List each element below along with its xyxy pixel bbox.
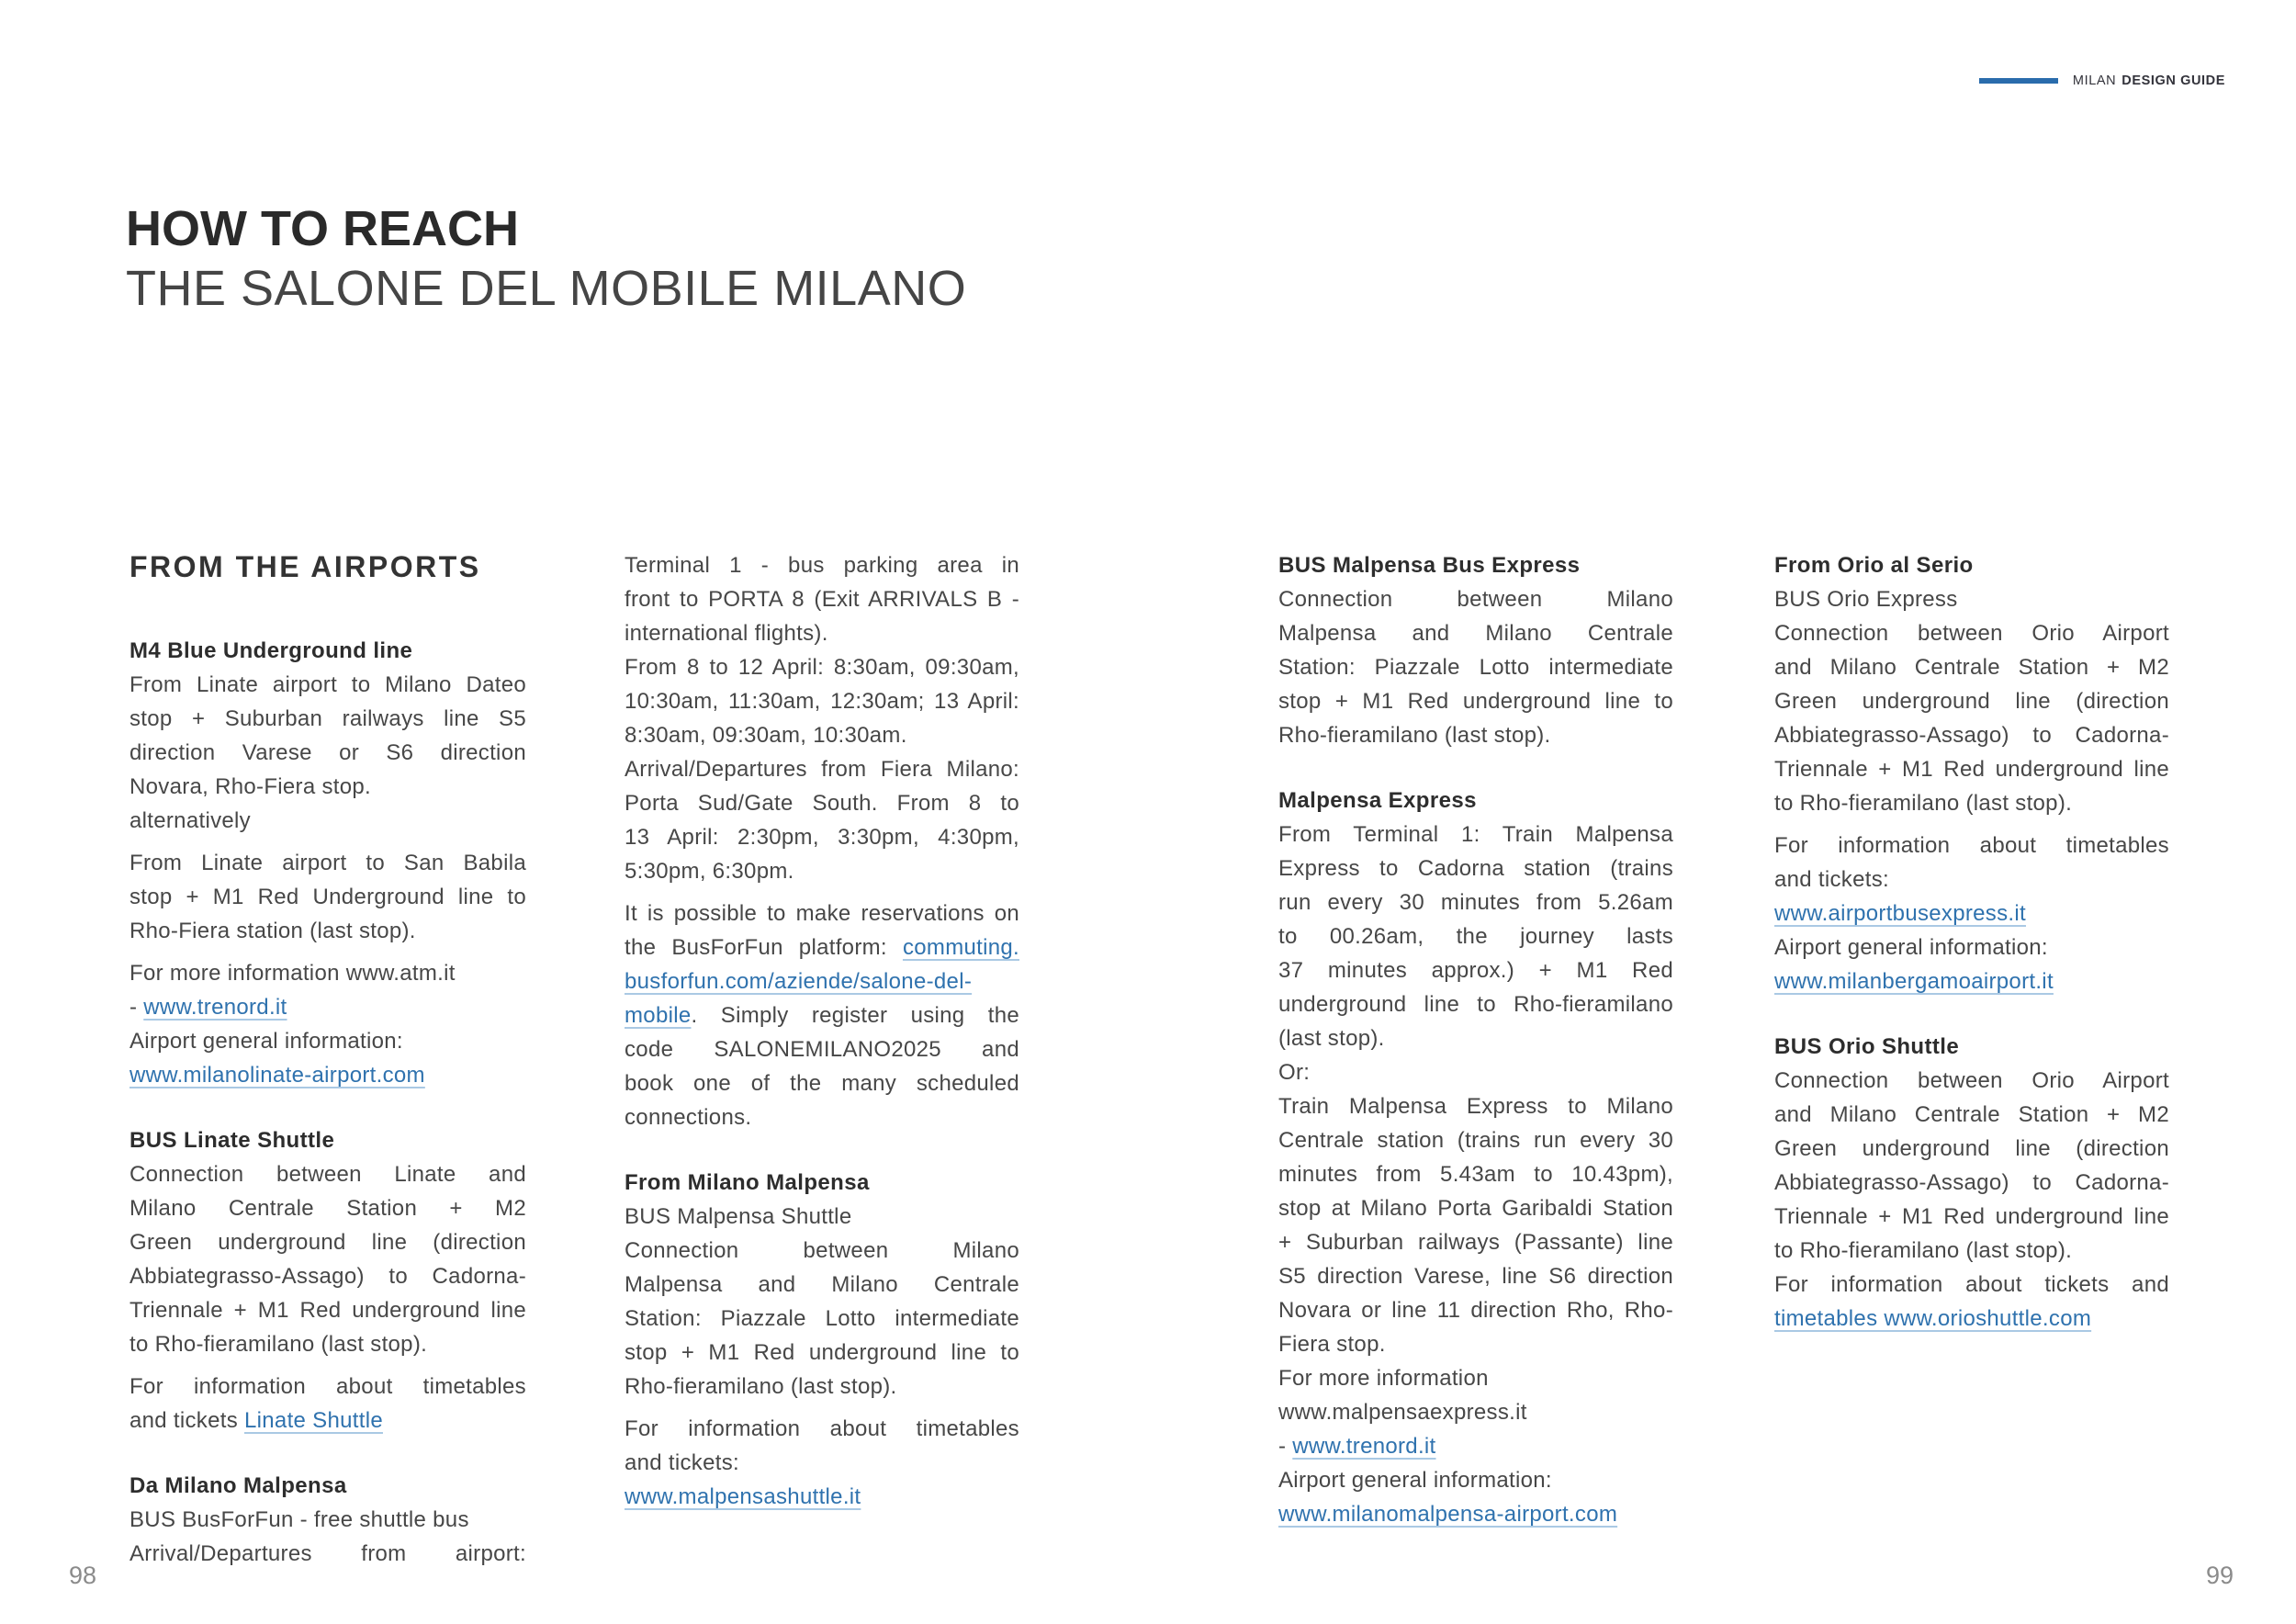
text-line [129,846,526,880]
text-segment: to Rho-fieramilano (last stop). [1774,1238,2073,1263]
text-line [129,668,526,702]
text-segment: For information about timetables [625,1416,1019,1441]
text-segment: www.malpensaexpress.it [1278,1400,1527,1425]
text-line [129,804,526,838]
text-line [1774,1098,2169,1132]
text-segment: BUS Malpensa Shuttle [625,1204,852,1229]
text-segment: For information about tickets and [1774,1272,2169,1297]
text-segment: and Milano Centrale Station + M2 [1774,1102,2169,1127]
text-line [1278,1021,1673,1055]
text-line [1278,953,1673,987]
text-segment: the BusForFun platform: [625,935,903,960]
text-line [129,736,526,770]
spacer [625,1404,1019,1412]
subheading-line [129,634,526,668]
text-line [129,1191,526,1225]
text-line [625,1412,1019,1446]
text-segment: Station: Piazzale Lotto intermediate [1278,655,1673,680]
text-line [625,650,1019,684]
text-line [1278,650,1673,684]
text-line [1278,1293,1673,1327]
text-segment: alternatively [129,808,251,833]
text-segment: 8:30am, 09:30am, 10:30am. [625,723,907,748]
text-segment: From 8 to 12 April: 8:30am, 09:30am, [625,655,1019,680]
text-line [625,786,1019,820]
text-segment: Triennale + M1 Red underground line [1774,757,2169,782]
text-segment: Connection between Linate and [129,1162,526,1187]
text-segment: For information about timetables [129,1374,526,1399]
text-segment: Centrale station (trains run every 30 [1278,1128,1673,1153]
column-3 [1278,548,1673,1531]
text-line [129,956,526,990]
text-line [129,1157,526,1191]
text-line [625,1066,1019,1100]
text-line [1774,616,2169,650]
text-line [1774,863,2169,897]
page-title-line1: HOW TO REACH [126,201,519,256]
text-line [129,1327,526,1361]
text-line [1278,919,1673,953]
text-segment: - [129,995,144,1020]
text-line [129,770,526,804]
subheading-line [1774,548,2169,582]
text-line [625,582,1019,616]
text-line [1278,1259,1673,1293]
spacer [129,838,526,846]
text-segment: (last stop). [1278,1026,1385,1051]
subheading-line [1278,784,1673,818]
text-segment: Novara, Rho-Fiera stop. [129,774,372,799]
spacer [625,888,1019,897]
subheading-text: BUS Malpensa Bus Express [1278,553,1581,578]
text-segment: and tickets: [1774,867,1889,892]
subheading-text: From Orio al Serio [1774,553,1974,578]
text-segment: direction Varese or S6 direction [129,740,526,765]
subheading-text: BUS Linate Shuttle [129,1128,335,1153]
spacer [129,1361,526,1370]
text-line [129,1293,526,1327]
text-segment: Green underground line (direction [129,1230,526,1255]
text-line [625,1370,1019,1404]
text-segment: Connection between Milano [625,1238,1019,1263]
text-segment: 10:30am, 11:30am, 12:30am; 13 April: [625,689,1019,714]
text-line [625,1268,1019,1302]
text-line [625,1336,1019,1370]
page-title-line2: THE SALONE DEL MOBILE MILANO [126,261,967,316]
text-line [625,718,1019,752]
text-segment: S5 direction Varese, line S6 direction [1278,1264,1673,1289]
text-line [625,752,1019,786]
subheading-line [1774,1030,2169,1064]
text-line [625,1446,1019,1480]
text-line [625,1480,1019,1514]
text-line [1278,616,1673,650]
text-line [1774,1200,2169,1234]
text-segment: stop at Milano Porta Garibaldi Station [1278,1196,1673,1221]
text-segment: stop + M1 Red underground line to [1278,689,1673,714]
text-line [1774,1302,2169,1336]
text-line [625,964,1019,998]
subheading-line [1278,548,1673,582]
text-segment: underground line to Rho-fieramilano [1278,992,1673,1017]
link-www-milanbergamoairport-it[interactable]: www.milanbergamoairport.it [1774,969,2054,994]
text-line [625,930,1019,964]
spacer [129,1092,526,1123]
text-line [625,998,1019,1032]
text-line [1278,885,1673,919]
text-segment: minutes from 5.43am to 10.43pm), [1278,1162,1673,1187]
spacer [625,1134,1019,1166]
text-segment: Fiera stop. [1278,1332,1386,1357]
spacer [1774,820,2169,829]
text-segment: Connection between Milano [1278,587,1673,612]
text-segment: Arrival/Departures from Fiera Milano: [625,757,1019,782]
text-segment: Triennale + M1 Red underground line [1774,1204,2169,1229]
text-segment: Airport general information: [129,1029,403,1054]
text-line [1278,1157,1673,1191]
text-segment: It is possible to make reservations on [625,901,1019,926]
text-segment: to Rho-fieramilano (last stop). [129,1332,428,1357]
text-line [1278,818,1673,851]
text-line [1774,1234,2169,1268]
text-line [1278,1497,1673,1531]
text-segment: to Rho-fieramilano (last stop). [1774,791,2073,816]
text-segment: Express to Cadorna station (trains [1278,856,1673,881]
text-segment: Connection between Orio Airport [1774,1068,2169,1093]
subheading-text: Malpensa Express [1278,788,1477,813]
text-line [1278,987,1673,1021]
subheading-text: M4 Blue Underground line [129,638,413,663]
text-segment: international flights). [625,621,828,646]
text-segment: Malpensa and Milano Centrale [625,1272,1019,1297]
text-line [129,702,526,736]
text-segment: Malpensa and Milano Centrale [1278,621,1673,646]
subheading-text: From Milano Malpensa [625,1170,870,1195]
text-segment: front to PORTA 8 (Exit ARRIVALS B - [625,587,1019,612]
spacer [129,1438,526,1469]
subheading-line [625,1166,1019,1200]
text-segment: Abbiategrasso-Assago) to Cadorna- [1774,1170,2169,1195]
text-segment: 37 minutes approx.) + M1 Red [1278,958,1673,983]
text-line [1278,684,1673,718]
text-line [129,1225,526,1259]
section-heading: FROM THE AIRPORTS [129,550,481,583]
text-segment: BUS BusForFun - free shuttle bus [129,1507,469,1532]
text-line [625,1200,1019,1234]
page-number-left: 98 [69,1562,97,1589]
text-line [129,1259,526,1293]
text-segment: and Milano Centrale Station + M2 [1774,655,2169,680]
text-segment: Abbiategrasso-Assago) to Cadorna- [1774,723,2169,748]
text-segment: Rho-fieramilano (last stop). [625,1374,897,1399]
text-line [1278,1327,1673,1361]
text-segment: For more information www.atm.it [129,961,456,986]
text-line [129,914,526,948]
text-line [1774,1268,2169,1302]
text-segment: run every 30 minutes from 5.26am [1278,890,1673,915]
column-4 [1774,548,2169,1336]
spacer [129,948,526,956]
link-timetables-www-orioshuttle-com[interactable]: timetables www.orioshuttle.com [1774,1306,2092,1331]
text-line [1278,582,1673,616]
text-segment: Triennale + M1 Red underground line [129,1298,526,1323]
text-line [1774,1064,2169,1098]
text-segment: BUS Orio Express [1774,587,1958,612]
text-segment: From Terminal 1: Train Malpensa [1278,822,1673,847]
text-line [129,1024,526,1058]
subheading-text: Da Milano Malpensa [129,1473,347,1498]
text-line [625,897,1019,930]
text-line [625,1100,1019,1134]
text-segment: 5:30pm, 6:30pm. [625,859,794,884]
text-segment: and tickets [129,1408,244,1433]
spacer [1774,998,2169,1030]
text-line [625,1234,1019,1268]
spacer [1278,752,1673,784]
text-line [1278,1089,1673,1123]
link-www-malpensashuttle-it[interactable]: www.malpensashuttle.it [625,1484,861,1509]
text-segment: Porta Sud/Gate South. From 8 to [625,791,1019,816]
brand-prefix: MILAN [2072,73,2117,88]
text-segment: code SALONEMILANO2025 and [625,1037,1019,1062]
subheading-text: BUS Orio Shuttle [1774,1034,1960,1059]
link-www-trenord-it[interactable]: www.trenord.it [143,995,287,1020]
link-commuting[interactable]: commuting. [902,935,1019,960]
text-segment: Arrival/Departures from airport: [129,1541,526,1566]
text-line [1774,650,2169,684]
text-segment: stop + M1 Red Underground line to [129,885,526,909]
text-segment: Green underground line (direction [1774,689,2169,714]
text-line [129,1503,526,1537]
text-segment: connections. [625,1105,752,1130]
text-segment: Green underground line (direction [1774,1136,2169,1161]
text-line [1774,684,2169,718]
text-segment: For information about timetables [1774,833,2169,858]
text-line [625,820,1019,854]
column-2 [625,548,1019,1514]
text-segment: Station: Piazzale Lotto intermediate [625,1306,1019,1331]
page-number-right: 99 [2205,1562,2234,1589]
text-line [1774,964,2169,998]
link-www-milanolinate-airport-com[interactable]: www.milanolinate-airport.com [129,1063,425,1088]
text-segment: Airport general information: [1774,935,2048,960]
text-line [625,548,1019,582]
text-line [1774,718,2169,752]
text-segment: Connection between Orio Airport [1774,621,2169,646]
text-line [129,1404,526,1438]
text-line [1774,1166,2169,1200]
text-segment: Rho-fieramilano (last stop). [1278,723,1551,748]
text-line [1774,829,2169,863]
text-line [1278,718,1673,752]
text-segment: Terminal 1 - bus parking area in [625,553,1019,578]
text-line [1278,1463,1673,1497]
text-segment: Rho-Fiera station (last stop). [129,919,416,943]
text-line [129,880,526,914]
text-line [129,1058,526,1092]
text-segment: Abbiategrasso-Assago) to Cadorna- [129,1264,526,1289]
brand-accent-line [1979,78,2058,84]
text-segment: Or: [1278,1060,1311,1085]
text-segment: stop + M1 Red underground line to [625,1340,1019,1365]
text-segment: - [1278,1434,1293,1459]
subheading-line [129,1123,526,1157]
text-segment: From Linate airport to Milano Dateo [129,672,526,697]
link-mobile[interactable]: mobile [625,1003,692,1028]
link-www-airportbusexpress-it[interactable]: www.airportbusexpress.it [1774,901,2026,926]
text-line [129,990,526,1024]
text-line [129,1370,526,1404]
text-line [1278,1123,1673,1157]
text-line [1278,1361,1673,1395]
text-line [1278,1395,1673,1429]
text-segment: stop + Suburban railways line S5 [129,706,526,731]
subheading-line [129,1469,526,1503]
text-segment: Milano Centrale Station + M2 [129,1196,526,1221]
text-line [1774,930,2169,964]
text-line [1278,1225,1673,1259]
text-line [129,1537,526,1571]
text-segment: 13 April: 2:30pm, 3:30pm, 4:30pm, [625,825,1019,850]
text-line [625,1302,1019,1336]
brand-header [1979,73,2225,88]
text-line [625,1032,1019,1066]
text-line [1774,582,2169,616]
column-1 [129,548,526,1571]
text-line [625,616,1019,650]
brand-suffix: DESIGN GUIDE [2122,73,2225,88]
text-segment: + Suburban railways (Passante) line [1278,1230,1673,1255]
link-www-milanomalpensa-airport-com[interactable]: www.milanomalpensa-airport.com [1278,1502,1618,1527]
text-line [1774,752,2169,786]
text-segment: Train Malpensa Express to Milano [1278,1094,1673,1119]
text-line [1774,1132,2169,1166]
text-line [625,854,1019,888]
text-line [1278,851,1673,885]
text-line [1774,897,2169,930]
text-line [1278,1055,1673,1089]
link-linate-shuttle[interactable]: Linate Shuttle [244,1408,383,1433]
text-segment: Novara or line 11 direction Rho, Rho- [1278,1298,1673,1323]
brand-text [2073,73,2225,88]
text-line [1774,786,2169,820]
text-segment: book one of the many scheduled [625,1071,1019,1096]
link-www-trenord-it[interactable]: www.trenord.it [1292,1434,1436,1459]
text-line [625,684,1019,718]
text-segment: to 00.26am, the journey lasts [1278,924,1673,949]
link-busforfun-com-aziende-salone-del[interactable]: busforfun.com/aziende/salone-del- [625,969,973,994]
text-segment: From Linate airport to San Babila [129,851,526,875]
text-line [1278,1429,1673,1463]
page-title [126,201,967,316]
text-segment: Airport general information: [1278,1468,1552,1493]
text-segment: and tickets: [625,1450,739,1475]
text-segment: For more information [1278,1366,1489,1391]
text-segment: . Simply register using the [691,1003,1019,1028]
text-line [1278,1191,1673,1225]
